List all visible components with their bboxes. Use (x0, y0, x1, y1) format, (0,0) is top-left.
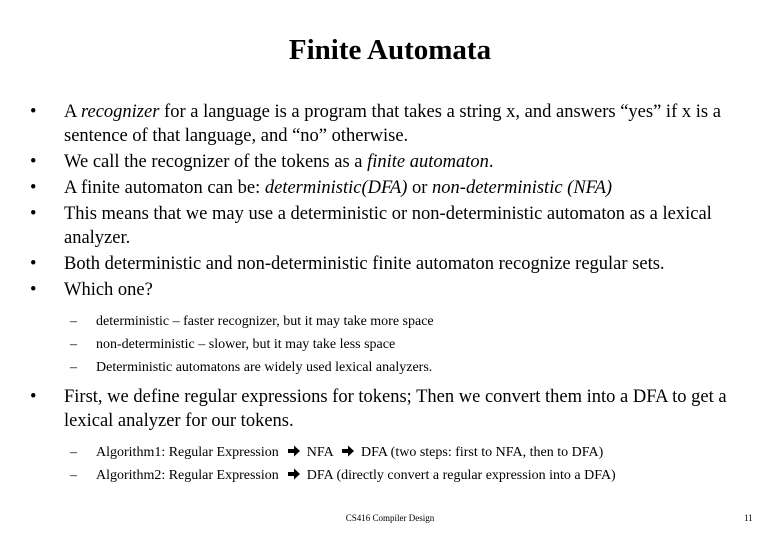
sub-bullet-marker: – (70, 314, 77, 329)
bullet-item (30, 100, 770, 148)
text-run: or (407, 178, 433, 198)
sub-bullet-marker: – (70, 337, 77, 352)
slide-content (30, 100, 770, 493)
text-run: We call the recognizer of the tokens as a (64, 152, 368, 172)
sub-bullet-item (30, 333, 770, 356)
text-run: This means that we may use a deterministic or non-deterministic automaton as a lexical analyzer. (64, 204, 712, 248)
text-run: Algorithm1: Regular Expression (96, 445, 283, 460)
italic-term: deterministic(DFA) (264, 178, 408, 198)
bullet-item (30, 150, 770, 174)
sub-list (30, 441, 770, 487)
bullet-text (64, 254, 665, 274)
sub-bullet-text (96, 360, 432, 375)
bullet-text (64, 204, 712, 248)
sub-bullet-marker: – (70, 445, 77, 460)
text-run: for a language is a program that takes a string x, and answers “yes” if x is a sentence of that language, and “no” otherwise. (64, 102, 721, 146)
text-run: NFA (303, 445, 337, 460)
bullet-item (30, 385, 770, 433)
sub-bullet-item (30, 310, 770, 333)
text-run: Both deterministic and non-deterministic finite automaton recognize regular sets. (64, 254, 665, 274)
sub-bullet-marker: – (70, 360, 77, 375)
slide-title: Finite Automata (288, 34, 492, 66)
sub-bullet-item (30, 464, 770, 487)
sub-list (30, 310, 770, 379)
bullet-text (64, 178, 612, 198)
text-run: Which one? (64, 280, 153, 300)
sub-bullet-text (96, 468, 616, 483)
bullet-marker: • (30, 387, 37, 407)
footer-page-number: 11 (744, 513, 753, 523)
text-run: Algorithm2: Regular Expression (96, 468, 283, 483)
bullet-text (64, 280, 153, 300)
text-run: deterministic – faster recognizer, but it may take more space (96, 314, 434, 329)
bullet-item (30, 176, 770, 200)
sub-bullet-text (96, 445, 603, 460)
bullet-marker: • (30, 254, 37, 274)
italic-term: recognizer (80, 102, 160, 122)
bullet-marker: • (30, 178, 37, 198)
text-run: A (64, 102, 81, 122)
footer-course: CS416 Compiler Design (345, 513, 435, 523)
text-run: A finite automaton can be: (64, 178, 265, 198)
text-run: DFA (two steps: first to NFA, then to DFA) (357, 445, 604, 460)
text-run: DFA (directly convert a regular expression into a DFA) (303, 468, 616, 483)
bullet-marker: • (30, 280, 37, 300)
right-arrow-icon (288, 445, 300, 457)
sub-bullet-text (96, 337, 395, 352)
text-run: . (488, 152, 494, 172)
sub-bullet-marker: – (70, 468, 77, 483)
bullet-marker: • (30, 152, 37, 172)
text-run: non-deterministic – slower, but it may take less space (96, 337, 396, 352)
sub-bullet-item (30, 356, 770, 379)
bullet-item (30, 278, 770, 302)
bullet-item (30, 202, 770, 250)
bullet-marker: • (30, 204, 37, 224)
bullet-text (64, 152, 494, 172)
italic-term: finite automaton (367, 152, 489, 172)
right-arrow-icon (342, 445, 354, 457)
text-run: Deterministic automatons are widely used lexical analyzers. (96, 360, 433, 375)
bullet-marker: • (30, 102, 37, 122)
text-run: First, we define regular expressions for tokens; Then we convert them into a DFA to get a lexical analyzer for our tokens. (64, 387, 727, 431)
bullet-text (64, 387, 727, 431)
bullet-text (64, 102, 721, 146)
italic-term: non-deterministic (NFA) (432, 178, 613, 198)
sub-bullet-text (96, 314, 434, 329)
right-arrow-icon (288, 468, 300, 480)
sub-bullet-item (30, 441, 770, 464)
bullet-item (30, 252, 770, 276)
